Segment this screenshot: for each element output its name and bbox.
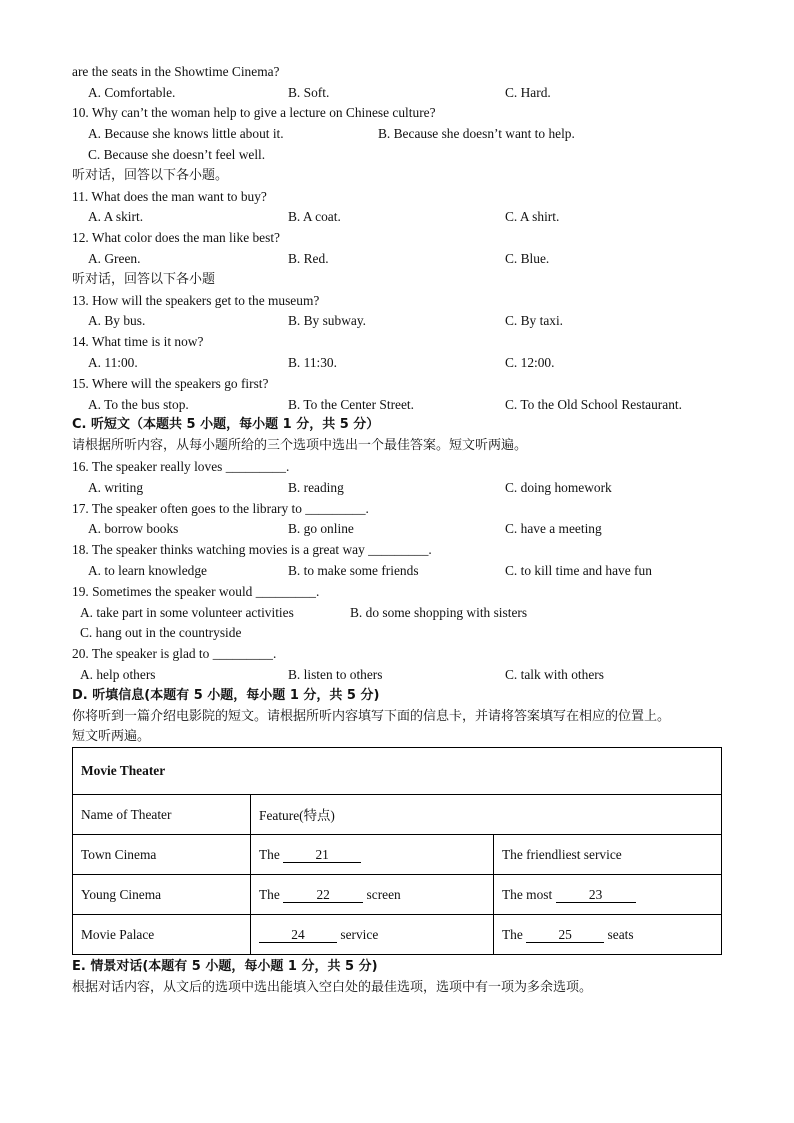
q20-option-c: C. talk with others (505, 667, 604, 682)
table-cell: The friendliest service (494, 835, 722, 875)
blank-23[interactable]: 23 (556, 888, 636, 903)
q10-option-c: C. Because she doesn’t feel well. (88, 147, 266, 162)
q9-stem-tail: are the seats in the Showtime Cinema? (72, 64, 280, 79)
q12-stem: 12. What color does the man like best? (72, 230, 280, 245)
q9-option-b: B. Soft. (288, 85, 330, 100)
q17-option-a: A. borrow books (88, 521, 179, 536)
q18-option-b: B. to make some friends (288, 563, 419, 578)
q14-option-b: B. 11:30. (288, 355, 337, 370)
section-e-title: E. 情景对话(本题有 5 小题，每小题 1 分，共 5 分) (72, 959, 378, 974)
section-c-title: C. 听短文（本题共 5 小题，每小题 1 分，共 5 分） (72, 417, 380, 432)
q14-option-a: A. 11:00. (88, 355, 138, 370)
table-cell (494, 875, 722, 915)
q9-option-c: C. Hard. (505, 85, 551, 100)
q18-stem: 18. The speaker thinks watching movies is a great way _________. (72, 542, 432, 557)
table-cell (494, 915, 722, 955)
q11-stem: 11. What does the man want to buy? (72, 189, 267, 204)
q15-option-b: B. To the Center Street. (288, 397, 415, 412)
q11-option-b: B. A coat. (288, 209, 341, 224)
cell-text: The (502, 926, 523, 942)
table-cell (251, 835, 494, 875)
q10-option-b: B. Because she doesn’t want to help. (378, 126, 575, 141)
blank-25[interactable]: 25 (526, 928, 604, 943)
dialog-intro-1: 听对话，回答以下各小题。 (72, 168, 229, 183)
q11-option-c: C. A shirt. (505, 209, 560, 224)
q17-option-c: C. have a meeting (505, 521, 602, 536)
q19-option-b: B. do some shopping with sisters (350, 605, 528, 620)
q16-stem: 16. The speaker really loves _________. (72, 459, 290, 474)
table-row (73, 748, 722, 795)
q19-option-c: C. hang out in the countryside (80, 625, 242, 640)
table-header-cell: Feature(特点) (251, 795, 722, 835)
q16-option-c: C. doing homework (505, 480, 612, 495)
q13-option-a: A. By bus. (88, 313, 146, 328)
section-d-instructions-2: 短文听两遍。 (72, 729, 151, 744)
q12-option-a: A. Green. (88, 251, 141, 266)
cell-text: screen (366, 886, 401, 902)
info-card-table (72, 747, 722, 955)
q12-option-c: C. Blue. (505, 251, 550, 266)
q20-stem: 20. The speaker is glad to _________. (72, 646, 277, 661)
q20-option-a: A. help others (80, 667, 156, 682)
table-cell: Movie Palace (73, 915, 251, 955)
q13-option-b: B. By subway. (288, 313, 366, 328)
q16-option-b: B. reading (288, 480, 344, 495)
table-cell: Town Cinema (73, 835, 251, 875)
table-cell: Young Cinema (73, 875, 251, 915)
q10-option-a: A. Because she knows little about it. (88, 126, 284, 141)
q15-stem: 15. Where will the speakers go first? (72, 376, 269, 391)
section-e-instructions: 根据对话内容，从文后的选项中选出能填入空白处的最佳选项，选项中有一项为多余选项。 (72, 980, 593, 995)
q13-stem: 13. How will the speakers get to the museum? (72, 293, 320, 308)
cell-text: The most (502, 886, 553, 902)
q20-option-b: B. listen to others (288, 667, 383, 682)
cell-text: seats (607, 926, 634, 942)
table-row (73, 915, 722, 955)
q9-option-a: A. Comfortable. (88, 85, 176, 100)
cell-text: The (259, 886, 280, 902)
q15-option-a: A. To the bus stop. (88, 397, 189, 412)
section-c-instructions: 请根据所听内容，从每小题所给的三个选项中选出一个最佳答案。短文听两遍。 (72, 438, 528, 453)
q12-option-b: B. Red. (288, 251, 329, 266)
table-row (73, 875, 722, 915)
table-row (73, 795, 722, 835)
q19-stem: 19. Sometimes the speaker would _________. (72, 584, 320, 599)
cell-text: service (340, 926, 379, 942)
q14-stem: 14. What time is it now? (72, 334, 204, 349)
q17-option-b: B. go online (288, 521, 354, 536)
blank-21[interactable]: 21 (283, 848, 361, 863)
q18-option-a: A. to learn knowledge (88, 563, 207, 578)
section-d-instructions: 你将听到一篇介绍电影院的短文。请根据所听内容填写下面的信息卡，并请将答案填写在相应的位置上。 (72, 709, 671, 724)
q10-stem: 10. Why can’t the woman help to give a lecture on Chinese culture? (72, 105, 436, 120)
q16-option-a: A. writing (88, 480, 144, 495)
q14-option-c: C. 12:00. (505, 355, 555, 370)
blank-22[interactable]: 22 (283, 888, 363, 903)
q17-stem: 17. The speaker often goes to the library to _________. (72, 501, 369, 516)
section-d-title: D. 听填信息(本题有 5 小题，每小题 1 分，共 5 分) (72, 688, 380, 703)
blank-24[interactable]: 24 (259, 928, 337, 943)
q11-option-a: A. A skirt. (88, 209, 144, 224)
q18-option-c: C. to kill time and have fun (505, 563, 652, 578)
table-header-cell: Name of Theater (73, 795, 251, 835)
cell-text: The (259, 846, 280, 862)
table-heading-text: Movie Theater (81, 763, 166, 778)
q15-option-c: C. To the Old School Restaurant. (505, 397, 682, 412)
q19-option-a: A. take part in some volunteer activities (80, 605, 294, 620)
dialog-intro-2: 听对话，回答以下各小题 (72, 272, 216, 287)
q13-option-c: C. By taxi. (505, 313, 564, 328)
table-cell (251, 915, 494, 955)
table-heading (73, 748, 722, 795)
table-cell (251, 875, 494, 915)
table-row (73, 835, 722, 875)
